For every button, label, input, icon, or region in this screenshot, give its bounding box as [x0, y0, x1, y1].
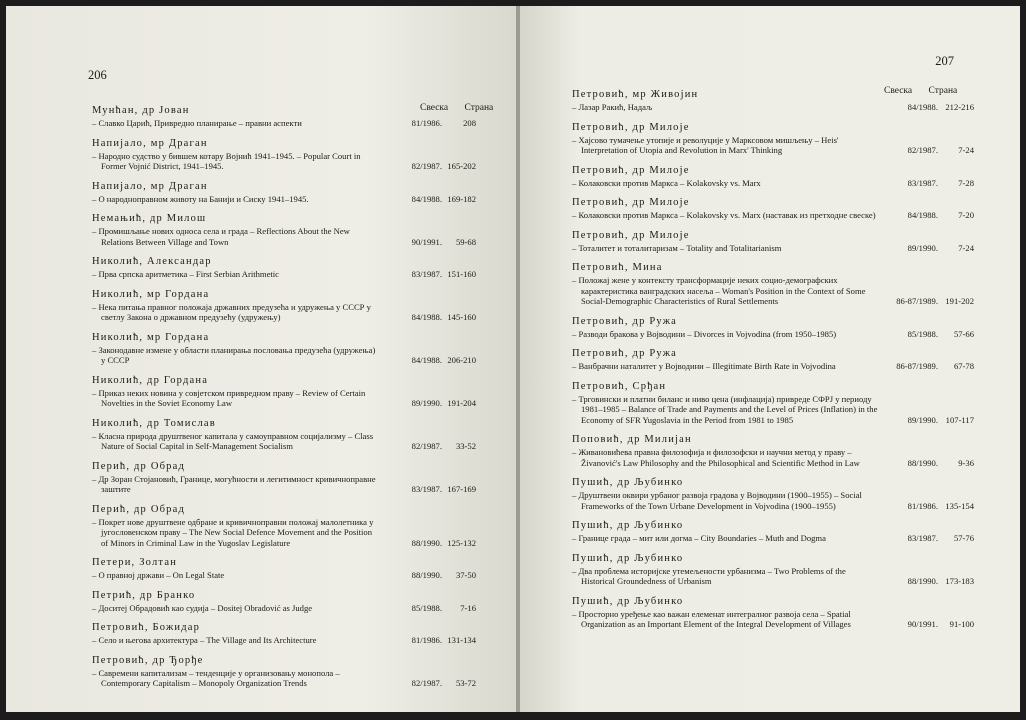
entry-volume: 88/1990. [907, 576, 938, 586]
index-list [92, 104, 476, 697]
entry-author: Петровић, Срђан [572, 380, 667, 392]
entry-volume: 82/1987. [411, 441, 442, 451]
index-entry [572, 519, 974, 544]
index-entry [92, 212, 476, 247]
entry-author: Пушић, др Љубинко [572, 477, 684, 488]
entry-author: Поповић, др Милијан [572, 434, 692, 445]
index-entry [92, 621, 476, 646]
entry-title: – Границе града – мит или догма – City Boundaries – Muth and Dogma [572, 533, 826, 543]
entry-pages: 33-52 [455, 441, 476, 451]
entry-author: Петрић, др Бранко [92, 589, 196, 601]
entry-author: Напијало, мр Драган [92, 180, 208, 192]
entry-volume: 81/1986. [411, 118, 442, 128]
index-entry [572, 315, 974, 340]
column-header-page: Страна [928, 86, 958, 96]
left-page [6, 6, 518, 712]
column-header-volume: Свеска [884, 86, 913, 96]
entry-pages: 165-202 [447, 161, 476, 171]
entry-author: Петровић, др Ружа [572, 315, 678, 327]
index-entry [92, 503, 476, 549]
entry-volume: 82/1987. [411, 161, 442, 171]
entry-author: Петровић, др Ђорђе [92, 654, 204, 666]
index-entry [92, 137, 476, 172]
entry-author: Петери, Золтан [92, 557, 178, 568]
entry-volume: 83/1987. [411, 269, 442, 279]
entry-author: Николић, др Томислав [92, 417, 216, 429]
entry-title: – Лазар Ракић, Надаљ [572, 102, 653, 112]
entry-title: – Колаковски против Маркса – Kolakovsky vs. Marx [572, 177, 761, 188]
index-entry [572, 476, 974, 511]
index-entry [572, 121, 974, 156]
entry-author: Петровић, др Милоје [572, 197, 690, 208]
entry-volume: 89/1990. [907, 414, 938, 425]
entry-pages: 208 [463, 118, 476, 128]
entry-author: Мунћан, др Јован [92, 105, 190, 116]
entry-title: – Промишљање нових односа села и града – Reflections About the New Relations Between Village and Town [92, 226, 350, 247]
entry-title: – Нека питања правног положаја државних предузећа и удружења у СССР у светлу Закона о државном предузећу (удружењу) [92, 301, 371, 322]
entry-pages: 53-72 [455, 678, 476, 688]
entry-pages: 131-134 [447, 635, 476, 645]
entry-volume: 81/1986. [907, 500, 938, 511]
entry-author: Петровић, др Ружа [572, 348, 678, 359]
entry-title: – Тоталитет и тоталитаризам – Totality and Totalitarianism [572, 242, 782, 253]
entry-title: – Класна природа друштвеног капитала у самоуправном социјализму – Class Nature of Social Capital in Self-Management Socialism [92, 430, 374, 451]
column-header-volume: Свеска [420, 103, 449, 113]
entry-pages: 37-50 [455, 570, 476, 580]
entry-volume: 82/1987. [907, 145, 938, 155]
entry-title: – Трговински и платни биланс и ниво цена (инфлација) привреде СФРЈ у периоду 1981–1985 – Balance of Trade and Payments and the Level of Prices (Inflation) in the Economy of SFR Yugoslavia in the Period from 1981 to 1985 [572, 393, 878, 425]
entry-pages: 151-160 [447, 269, 476, 279]
entry-author: Николић, Александар [92, 256, 212, 267]
entry-pages: 7-28 [958, 177, 974, 188]
index-entry [572, 347, 974, 372]
entry-volume: 89/1990. [907, 242, 938, 253]
entry-title: – Хајсово тумачење утопије и револуције у Марксовом мишљењу – Heis' Interpretation of Utopia and Revolution in Marx' Thinking [572, 134, 839, 155]
index-entry [572, 164, 974, 189]
entry-pages: 173-183 [945, 576, 974, 586]
entry-volume: 83/1987. [907, 533, 938, 543]
page-number: 207 [935, 54, 954, 68]
entry-author: Николић, др Гордана [92, 374, 209, 386]
entry-author: Петровић, др Милоје [572, 121, 690, 133]
entry-author: Перић, др Обрад [92, 503, 186, 515]
index-entry [572, 552, 974, 587]
index-entry [92, 374, 476, 409]
index-entry [92, 460, 476, 495]
entry-pages: 125-132 [447, 537, 476, 548]
entry-pages: 91-100 [949, 619, 974, 629]
entry-pages: 67-78 [953, 361, 974, 371]
entry-author: Пушић, др Љубинко [572, 595, 684, 607]
index-entry [92, 255, 476, 280]
right-page [520, 6, 1020, 712]
entry-volume: 83/1987. [411, 484, 442, 494]
entry-volume: 90/1991. [907, 619, 938, 629]
index-entry [92, 589, 476, 614]
entry-volume: 85/1988. [907, 328, 938, 339]
entry-author: Петровић, мр Живојин [572, 89, 699, 100]
entry-title: – Доситеј Обрадовић као судија – Dositej Obradović as Judge [92, 602, 313, 613]
entry-author: Петровић, др Милоје [572, 229, 690, 241]
entry-title: – Прва српска аритметика – First Serbian Arithmetic [92, 269, 279, 279]
entry-title: – Приказ неких новина у совјетском привредном праву – Review of Certain Novelties in the Soviet Economy Law [92, 387, 366, 408]
index-entry [92, 654, 476, 689]
column-header-page: Страна [464, 103, 494, 113]
entry-volume: 86-87/1989. [896, 296, 938, 306]
entry-pages: 206-210 [447, 355, 476, 365]
entry-title: – Друштвени оквири урбаног развоја градова у Војводини (1900–1955) – Social Frameworks of the Town Urbane Development in Vojvodina (1900–1955) [572, 490, 862, 511]
page-number: 206 [88, 68, 107, 82]
index-entry [572, 196, 974, 221]
entry-pages: 167-169 [447, 484, 476, 494]
entry-pages: 145-160 [447, 312, 476, 322]
entry-pages: 57-66 [953, 328, 974, 339]
entry-volume: 84/1988. [411, 312, 442, 322]
entry-title: – Село и његова архитектура – The Village and Its Architecture [92, 635, 317, 645]
entry-pages: 7-20 [958, 210, 974, 220]
entry-author: Пушић, др Љубинко [572, 552, 684, 564]
entry-pages: 7-24 [958, 145, 974, 155]
entry-author: Петровић, др Милоје [572, 164, 690, 176]
entry-author: Петровић, Мина [572, 262, 663, 273]
index-entry [92, 104, 476, 129]
entry-pages: 135-154 [945, 500, 974, 511]
entry-author: Напијало, мр Драган [92, 137, 208, 149]
entry-title: – Положај жене у контексту трансформације неких социо-демографских карактеристика ванградских насеља – Woman's Position in the Context of Some Social-Demographic Characteristics of Rural Settlements [572, 275, 866, 306]
entry-pages: 59-68 [455, 236, 476, 247]
index-entry [92, 288, 476, 323]
entry-pages: 191-202 [945, 296, 974, 306]
entry-pages: 212-216 [945, 102, 974, 112]
entry-title: – Просторно уређење као важан елеменат интегралног развоја села – Spatial Organization as an Important Element of the Integral Development of Villages [572, 608, 851, 629]
entry-author: Николић, мр Гордана [92, 331, 210, 343]
index-entry [572, 433, 974, 468]
index-entry [572, 229, 974, 254]
entry-title: – Колаковски против Маркса – Kolakovsky vs. Marx (наставак из претходне свеске) [572, 210, 876, 220]
entry-volume: 90/1991. [411, 236, 442, 247]
index-entry [572, 595, 974, 630]
entry-author: Перић, др Обрад [92, 460, 186, 472]
entry-author: Немањић, др Милош [92, 213, 207, 224]
entry-pages: 9-36 [958, 457, 974, 468]
entry-volume: 84/1988. [411, 355, 442, 365]
entry-volume: 88/1990. [411, 570, 442, 580]
index-entry [572, 261, 974, 307]
entry-volume: 88/1990. [411, 537, 442, 548]
entry-volume: 83/1987. [907, 177, 938, 188]
index-entry [572, 88, 974, 113]
entry-pages: 7-16 [460, 602, 476, 613]
entry-volume: 84/1988. [907, 102, 938, 112]
entry-volume: 84/1988. [907, 210, 938, 220]
entry-title: – Два проблема историјске утемељености урбанизма – Two Problems of the Historical Groundedness of Urbanism [572, 565, 846, 586]
entry-pages: 57-76 [953, 533, 974, 543]
entry-volume: 85/1988. [411, 602, 442, 613]
entry-volume: 89/1990. [411, 398, 442, 408]
entry-pages: 7-24 [958, 242, 974, 253]
index-entry [92, 417, 476, 452]
entry-title: – Народно судство у бившем котару Војнић 1941–1945. – Popular Court in Former Vojnić District, 1941–1945. [92, 150, 361, 171]
entry-volume: 84/1988. [411, 193, 442, 204]
entry-pages: 169-182 [447, 193, 476, 204]
index-entry [92, 331, 476, 366]
entry-title: – Др Зоран Стојановић, Границе, могућности и легитимност кривичноправне заштите [92, 473, 376, 494]
entry-author: Петровић, Божидар [92, 622, 201, 633]
index-list [572, 88, 974, 638]
entry-title: – Разводи бракова у Војводини – Divorces in Vojvodina (from 1950–1985) [572, 328, 837, 339]
entry-author: Николић, мр Гордана [92, 288, 210, 300]
entry-volume: 81/1986. [411, 635, 442, 645]
entry-title: – Покрет нове друштвене одбране и кривичноправни положај малолетника у југословенском праву – The New Social Defence Movement and the Position of Minors in Criminal Law in the Yugoslav Legislature [92, 516, 374, 548]
entry-pages: 107-117 [945, 414, 974, 425]
entry-title: – Живановићева правна филозофија и филозофски и научни метод у праву – Živanović's Law Philosophy and the Philosophical and Scientific Method in Law [572, 447, 860, 468]
index-entry [572, 380, 974, 426]
index-entry [92, 556, 476, 581]
entry-title: – Ванбрачни наталитет у Војводини – Illegitimate Birth Rate in Vojvodina [572, 361, 836, 371]
entry-title: – Славко Царић, Привредно планирање – правни аспекти [92, 118, 302, 128]
entry-title: – Савремени капитализам – тенденције у организовању монопола – Contemporary Capitalism – Monopoly Organization Trends [92, 667, 340, 688]
entry-volume: 86-87/1989. [896, 361, 938, 371]
entry-pages: 191-204 [447, 398, 476, 408]
entry-author: Пушић, др Љубинко [572, 520, 684, 531]
book-spread [6, 6, 1020, 712]
entry-title: – О народноправном животу на Банији и Сиску 1941–1945. [92, 193, 309, 204]
index-entry [92, 180, 476, 205]
entry-title: – Законодавне измене у области планирања пословања предузећа (удружења) у СССР [92, 344, 376, 365]
entry-volume: 88/1990. [907, 457, 938, 468]
entry-title: – О правној држави – On Legal State [92, 570, 225, 580]
entry-volume: 82/1987. [411, 678, 442, 688]
